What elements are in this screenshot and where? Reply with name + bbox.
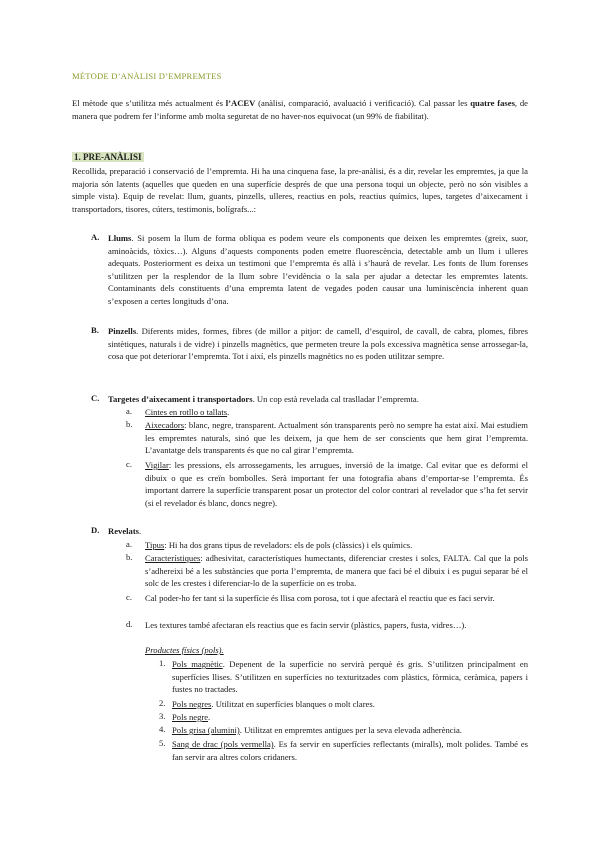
item-c-b-label: Aixecadors — [145, 420, 185, 430]
item-d-a-label: Tipus — [145, 540, 165, 550]
item-c-a-marker: a. — [126, 406, 132, 416]
phys-3-label: Pols negre — [172, 712, 209, 722]
intro-paragraph — [72, 97, 528, 122]
item-d-text: . — [139, 526, 142, 536]
item-c-c — [145, 459, 528, 509]
item-c-a-label: Cintes en rotllo o tallats — [145, 407, 228, 417]
item-d-d-marker: d. — [126, 619, 133, 629]
phys-5-label: Sang de drac (pols vermella) — [172, 739, 274, 749]
item-b-label: Pinzells — [108, 326, 137, 336]
item-c-c-marker: c. — [126, 459, 132, 469]
phys-2 — [172, 698, 528, 711]
phys-1-label: Pols magnètic — [172, 659, 223, 669]
item-c-text: . Un cop està revelada cal traslladar l’empremta. — [252, 394, 419, 404]
item-c-c-text: : les pressions, els arrossegaments, les arrugues, inversió de la imatge. Cal evitar que es deformi el dibuix o que es creïn bombolles. Serà important fer una fotografia abans d’emportar-se l’empremta. És important darrere la superfície transparent posar un protector del color contrari al revelador que s’ha fet servir (si el revelador és blanc, doncs negre). — [145, 460, 528, 508]
item-a-marker: A. — [91, 232, 100, 242]
intro-text-2: (anàlisi, comparació, avaluació i verificació). Cal passar les — [255, 98, 471, 108]
phys-1-marker: 1. — [159, 658, 166, 668]
item-a-paragraph — [108, 232, 528, 308]
item-c-label: Targetes d’aixecament i transportadors — [108, 394, 253, 404]
item-d-label: Revelats — [108, 526, 140, 536]
intro-text-1: El mètode que s’utilitza més actualment és — [72, 98, 226, 108]
item-d-b — [145, 552, 528, 590]
phys-4-marker: 4. — [159, 724, 166, 734]
phys-2-label: Pols negres — [172, 699, 212, 709]
document-title: MÈTODE D’ANÀLISI D’EMPREMTES — [72, 71, 222, 81]
intro-bold-acev: l’ACEV — [225, 98, 256, 108]
item-d-c: Cal poder-ho fer tant si la superfície és llisa com porosa, tot i que afectarà el reactiu que es faci servir. — [145, 593, 495, 603]
section-heading-pre-analysis: 1. PRE-ANÀLISI — [74, 152, 142, 162]
phys-4-text: . Utilitzat en empremtes antigues per la seva elevada adherència. — [239, 725, 462, 735]
item-d-d: Les textures també afectaran els reactius que es facin servir (plàstics, papers, fusta, vidres…). — [145, 620, 467, 630]
item-c-c-label: Vigilar — [145, 460, 169, 470]
item-d-a-text: : Hi ha dos grans tipus de reveladors: els de pols (clàssics) i els químics. — [164, 540, 413, 550]
intro-text-3: , de manera que podrem fer l’informe amb molta seguretat de no haver-nos equivocat (un 99% de fiabilitat). — [72, 98, 528, 121]
item-d-b-marker: b. — [126, 552, 133, 562]
item-d-b-label: Característiques — [145, 553, 201, 563]
item-a-label: Llums — [108, 233, 132, 243]
phys-5-text: . Es fa servir en superfícies reflectants (miralls), molt polides. També es fan servir ara altres colors cridaners. — [172, 739, 528, 762]
item-a-text: . Si posem la llum de forma obliqua es podem veure els components que deixen les empremtes (greix, suor, aminoàcids, tòxics…). Alguns d’aquests components poden emetre fluorescència, detectable amb un llum i ulleres adequats. Posteriorment es deixa un testimoni que l’empremta és allà i s’haurà de revelar. Les fonts de llum forenses s’utilitzen per la resplendor de la llum sobre l’evidència o la sala per ajudar a detectar les empremtes latents. Contaminants dels constituents d’una empremta latent de vegades poden causar una luminiscència inherent quan s’exposen a certes longituds d’ona. — [108, 233, 528, 306]
item-d-paragraph — [108, 525, 528, 538]
phys-1 — [172, 658, 528, 696]
item-b-text: . Diferents mides, formes, fibres (de millor a pitjor: de camell, d’esquirol, de cavall, de cabra, plomes, fibres sintètiques, naturals i de vidre) i pinzells magnètics, que permeten treure la pols excessiva magnètica sense arrossegar-la, cosa que pot deteriorar l’empremta. Tot i així, els pinzells magnètics no es poden utilitzar sempre. — [108, 326, 528, 362]
item-c-b-text: : blanc, negre, transparent. Actualment són transparents però no sempre ha estat així. Mai estudiem les empremtes naturals, sinó que les deixem, ja que hem de ser conscients que hem girat l’empremta. L’avantatge dels transparents és que no cal girar l’empremta. — [145, 420, 528, 456]
item-c-b — [145, 419, 528, 457]
item-c-marker: C. — [91, 393, 100, 403]
phys-3-marker: 3. — [159, 711, 166, 721]
phys-5-marker: 5. — [159, 738, 166, 748]
item-c-a-text: . — [227, 407, 230, 417]
item-d-a-marker: a. — [126, 539, 132, 549]
intro-bold-phases: quatre fases — [470, 98, 515, 108]
item-d-marker: D. — [91, 525, 100, 535]
phys-4 — [172, 724, 528, 737]
item-c-b-marker: b. — [126, 419, 133, 429]
item-b-paragraph — [108, 325, 528, 363]
item-b-marker: B. — [91, 325, 99, 335]
item-d-a — [145, 539, 528, 552]
physical-products-heading: Productes físics (pols). — [145, 645, 224, 655]
phys-2-marker: 2. — [159, 698, 166, 708]
phys-2-text: . Utilitzat en superfícies blanques o molt clares. — [211, 699, 375, 709]
phys-3-text: . — [208, 712, 211, 722]
phys-3 — [172, 711, 528, 724]
phys-4-label: Pols grisa (alumini) — [172, 725, 240, 735]
phys-1-text: . Depenent de la superfície no servirà perquè és gris. S’utilitzen principalment en superfícies llises. S’utilitzen en superfícies no texturitzades com plàstics, fòrmica, ceràmica, papers i fustes no tractades. — [172, 659, 528, 695]
item-c-a — [145, 406, 528, 419]
item-c-paragraph — [108, 393, 528, 406]
phys-5 — [172, 738, 528, 763]
section1-paragraph: Recollida, preparació i conservació de l’empremta. Hi ha una cinquena fase, la pre-anàlisi, és a dir, revelar les empremtes, ja que la majoria són latents (aquelles que queden en una superfície després de que una persona toqui un objecte, però no són visibles a simple vista). Equip de revelat: llum, guants, pinzells, ulleres, reactius en pols, reactius químics, lupes, targetes d’aixecament i transportadors, tisores, cúters, testimonis, bolígrafs...: — [72, 166, 528, 214]
item-d-c-marker: c. — [126, 592, 132, 602]
item-d-b-text: : adhesivitat, característiques humectants, diferenciar crestes i solcs, FALTA. Cal que la pols s’adhereixi bé a les substàncies que porta l’empremta, de manera que faci bé el dibuix i es pugui separar bé el solc de les crestes i diferenciar-lo de la superfície on es troba. — [145, 553, 528, 589]
